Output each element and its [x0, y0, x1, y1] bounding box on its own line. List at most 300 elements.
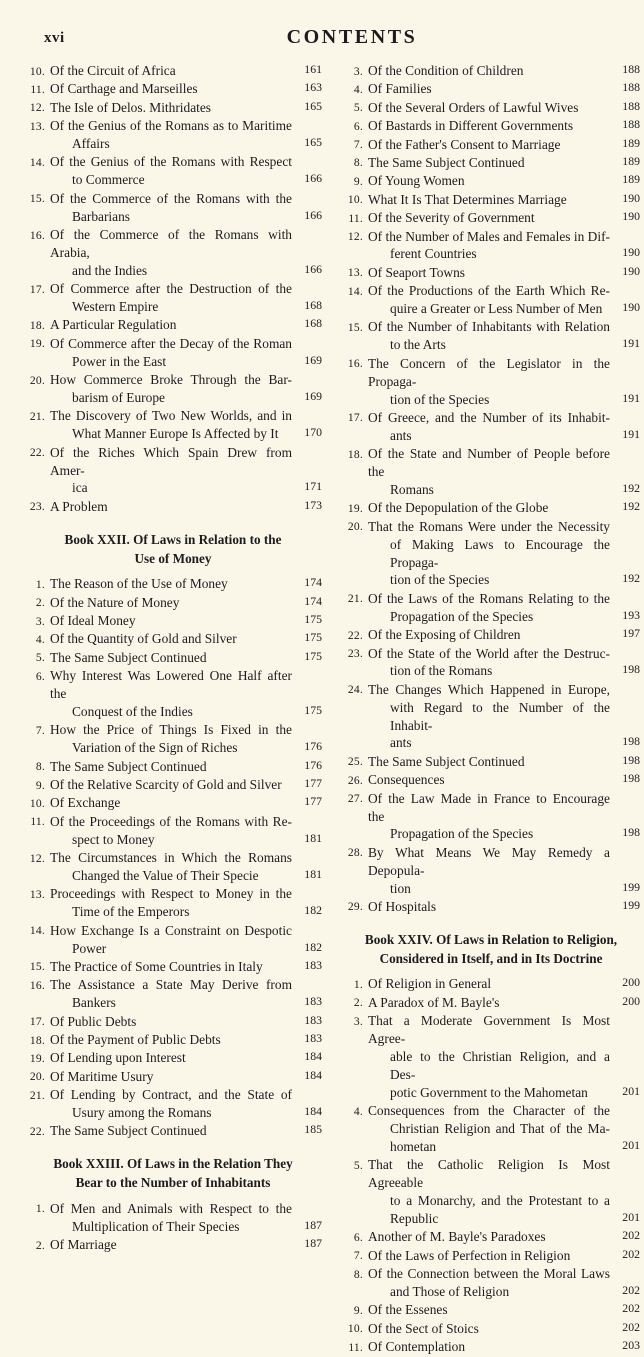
toc-entry-page: 202 [622, 1282, 640, 1297]
toc-entry-number: 4. [353, 1104, 363, 1118]
toc-entry[interactable] [342, 518, 640, 590]
toc-entry[interactable] [24, 958, 322, 976]
toc-entry-title-line: Of Seaport Towns 190 [368, 263, 640, 280]
toc-entry-number: 20. [347, 520, 363, 534]
toc-entry[interactable] [342, 844, 640, 898]
toc-entry-page: 199 [622, 879, 640, 894]
toc-entry-title-line: Affairs 165 [72, 135, 322, 152]
toc-entry-page: 168 [304, 316, 322, 331]
toc-entry[interactable] [342, 318, 640, 354]
toc-entry-title-wrap [368, 318, 640, 354]
toc-entry[interactable] [24, 1086, 322, 1122]
toc-entry-number: 3. [353, 64, 363, 78]
toc-entry-title-line: The Same Subject Continued 185 [50, 1122, 322, 1139]
toc-entry-page: 190 [622, 300, 640, 315]
toc-entry-number: 15. [347, 320, 363, 334]
toc-entry-page: 183 [304, 957, 322, 972]
toc-entry-title-wrap [50, 667, 322, 721]
toc-entry-title-line: with Regard to the Number of the Inhabit- [390, 699, 610, 733]
toc-entry-title-line: ferent Countries 190 [390, 245, 640, 262]
toc-entry-number: 5. [35, 651, 45, 665]
toc-entry-title-line: Of Families 188 [368, 80, 640, 97]
toc-entry-number: 2. [35, 596, 45, 610]
toc-entry-title-wrap [368, 191, 640, 209]
toc-entry-title-wrap [368, 355, 640, 409]
toc-entry[interactable] [24, 758, 322, 776]
toc-entry[interactable] [24, 721, 322, 757]
toc-entry-title-line: tion of the Species 191 [390, 390, 640, 407]
toc-entry-page: 170 [304, 425, 322, 440]
toc-entry-title-wrap [50, 630, 322, 648]
toc-entry-page: 189 [622, 153, 640, 168]
toc-entry[interactable] [24, 280, 322, 316]
toc-entry-title-wrap [368, 1228, 640, 1246]
toc-entry-title-line: Propagation of the Species 193 [390, 607, 640, 624]
toc-entry-title-line: Of the Payment of Public Debts 183 [50, 1031, 322, 1047]
toc-entry-title-line: A Particular Regulation 168 [50, 316, 322, 333]
toc-entry-title-wrap [50, 885, 322, 921]
toc-entry-title-wrap [50, 1122, 322, 1140]
toc-entry-page: 166 [304, 207, 322, 222]
toc-entry[interactable] [342, 117, 640, 135]
toc-entry-title-wrap [50, 758, 322, 776]
toc-entry[interactable] [24, 776, 322, 794]
toc-entry-title-wrap [50, 1068, 322, 1086]
toc-entry[interactable] [342, 409, 640, 445]
toc-entry-title-line: Of Greece, and the Number of its Inhabit- [368, 409, 610, 425]
toc-entry-title-wrap [368, 172, 640, 190]
toc-entry[interactable] [342, 355, 640, 409]
toc-entry-title-line: The Same Subject Continued 175 [50, 648, 322, 665]
toc-entry[interactable] [24, 594, 322, 612]
toc-entry-title-wrap [50, 849, 322, 885]
toc-entry-number: 17. [347, 411, 363, 425]
toc-entry[interactable] [24, 62, 322, 80]
toc-entry[interactable] [342, 228, 640, 264]
toc-entry-page: 189 [622, 172, 640, 187]
toc-entry-title-line: Of the Severity of Government 190 [368, 209, 640, 226]
toc-entry[interactable] [342, 445, 640, 499]
toc-entry-title-line: Of the Genius of the Romans as to Maritime [50, 118, 292, 134]
toc-entry-number: 17. [29, 282, 45, 296]
toc-entry[interactable] [342, 80, 640, 98]
toc-entry[interactable] [342, 771, 640, 789]
toc-entry-title-line: Of Lending upon Interest 184 [50, 1049, 322, 1066]
toc-entry-title-line: Of Young Women 189 [368, 172, 640, 189]
toc-entry[interactable] [342, 191, 640, 209]
toc-entry-title-wrap [368, 994, 640, 1012]
toc-entry-title-line: Of the Laws of Perfection in Religion 202 [368, 1246, 640, 1263]
toc-entry-page: 198 [622, 662, 640, 677]
toc-entry-title-line: Of the State and Number of People before the [368, 446, 610, 480]
toc-entry-title-line: Of the Productions of the Earth Which Re- [368, 283, 610, 299]
toc-entry-number: 7. [35, 723, 45, 737]
toc-entry-page: 192 [622, 571, 640, 586]
toc-entry-title-line: and Those of Religion 202 [390, 1282, 640, 1299]
toc-entry-title-wrap [368, 681, 640, 753]
toc-entry-title-wrap [50, 280, 322, 316]
page-header [24, 26, 620, 56]
toc-entry-title-wrap [50, 190, 322, 226]
toc-entry[interactable] [342, 172, 640, 190]
toc-entry-number: 11. [348, 211, 363, 225]
toc-entry-number: 4. [353, 82, 363, 96]
toc-entry-title-line: ants 191 [390, 426, 640, 443]
toc-entry-title-line: Power 182 [72, 939, 322, 956]
toc-entry[interactable] [24, 80, 322, 98]
toc-entry-title-line: Of Commerce after the Decay of the Roman [50, 335, 292, 351]
toc-entry-title-wrap [50, 1031, 322, 1049]
toc-entry-number: 9. [353, 1303, 363, 1317]
toc-entry-page: 177 [304, 776, 322, 791]
toc-entry-title-line: Of the Several Orders of Lawful Wives 188 [368, 98, 640, 115]
toc-entry-page: 161 [304, 62, 322, 76]
toc-entry-number: 22. [29, 1124, 45, 1138]
right-column [328, 62, 640, 1357]
toc-entry-title-line: tion 199 [390, 879, 640, 896]
toc-entry-title-wrap [368, 790, 640, 844]
toc-entry-page: 202 [622, 1246, 640, 1261]
toc-entry-title-wrap [50, 976, 322, 1012]
toc-entry-number: 11. [30, 815, 45, 829]
toc-entry-title-line: Of Contemplation 203 [368, 1338, 640, 1355]
toc-entry-page: 174 [304, 593, 322, 608]
toc-entry-title-line: Time of the Emperors 182 [72, 903, 322, 920]
toc-entry-number: 14. [347, 284, 363, 298]
toc-entry-title-wrap [368, 645, 640, 681]
toc-entry[interactable] [24, 976, 322, 1012]
toc-entry[interactable] [342, 1012, 640, 1101]
toc-entry-title-wrap [50, 316, 322, 334]
toc-entry-title-wrap [50, 776, 322, 794]
toc-entry[interactable] [24, 99, 322, 117]
toc-entry-title-wrap [368, 518, 640, 590]
toc-entry-title-line: Of the Commerce of the Romans with the [50, 190, 292, 206]
toc-entry-number: 29. [347, 900, 363, 914]
toc-entry[interactable] [24, 1049, 322, 1067]
toc-entry[interactable] [24, 649, 322, 667]
toc-entry[interactable] [342, 790, 640, 844]
toc-entry[interactable] [342, 1338, 640, 1356]
toc-entry[interactable] [24, 612, 322, 630]
toc-entry[interactable] [24, 190, 322, 226]
toc-entry-title-line: to Commerce 166 [72, 171, 322, 188]
toc-entry-title-line: Variation of the Sign of Riches 176 [72, 739, 322, 756]
toc-entry-title-line: Consequences 198 [368, 771, 640, 788]
toc-entry[interactable] [342, 62, 640, 80]
book-heading-xxii-line1: Book XXII. Of Laws in Relation to the [64, 531, 282, 547]
toc-entry-number: 21. [347, 592, 363, 606]
toc-entry-title-wrap [50, 226, 322, 280]
toc-entry-number: 24. [347, 683, 363, 697]
toc-entry[interactable] [342, 154, 640, 172]
toc-entry-title-wrap [50, 1236, 322, 1254]
toc-entry-title-line: The Concern of the Legislator in the Propaga- [368, 355, 610, 389]
toc-entry-title-wrap [368, 209, 640, 227]
toc-entry-number: 19. [29, 1051, 45, 1065]
toc-entry-title-line: Changed the Value of Their Specie 181 [72, 866, 322, 883]
toc-entry-title-line: Of Public Debts 183 [50, 1012, 322, 1029]
toc-entry-title-line: Propagation of the Species 198 [390, 825, 640, 842]
toc-entry-title-line: How the Price of Things Is Fixed in the [50, 722, 292, 738]
toc-entry-title-line: Of Marriage 187 [50, 1236, 322, 1253]
toc-entry-page: 192 [622, 480, 640, 495]
toc-entry-title-line: Christian Religion and That of the Ma- [390, 1120, 610, 1136]
toc-entry[interactable] [24, 407, 322, 443]
toc-entry[interactable] [24, 498, 322, 516]
toc-entry[interactable] [24, 117, 322, 153]
toc-entry-page: 183 [304, 994, 322, 1009]
toc-entry[interactable] [24, 226, 322, 280]
toc-entry-number: 15. [29, 192, 45, 206]
toc-entry-title-wrap [50, 444, 322, 498]
toc-entry[interactable] [24, 1013, 322, 1031]
toc-entry-number: 9. [353, 174, 363, 188]
toc-entry[interactable] [24, 1200, 322, 1236]
toc-entry-title-line: ants 198 [390, 734, 640, 751]
toc-entry[interactable] [342, 994, 640, 1012]
toc-entry-number: 17. [29, 1015, 45, 1029]
toc-entry-number: 16. [347, 357, 363, 371]
toc-entry-title-line: Of the Father's Consent to Marriage 189 [368, 135, 640, 152]
toc-entry-title-line: and the Indies 166 [72, 261, 322, 278]
toc-entry-number: 21. [29, 1088, 45, 1102]
toc-entry-number: 27. [347, 792, 363, 806]
toc-entry-number: 8. [35, 760, 45, 774]
toc-entry[interactable] [24, 849, 322, 885]
toc-entry-page: 200 [622, 975, 640, 990]
toc-entry-title-wrap [368, 282, 640, 318]
toc-entry-number: 8. [353, 156, 363, 170]
toc-entry-number: 7. [353, 138, 363, 152]
toc-entry[interactable] [24, 885, 322, 921]
toc-entry-number: 25. [347, 755, 363, 769]
toc-entry-title-line: The Practice of Some Countries in Italy 183 [50, 957, 322, 974]
toc-entry-title-line: Of the Connection between the Moral Laws [368, 1266, 610, 1282]
toc-entry-title-line: Of the Relative Scarcity of Gold and Silver 177 [50, 776, 322, 793]
toc-entry[interactable] [342, 645, 640, 681]
toc-entry-title-wrap [50, 922, 322, 958]
toc-entry-number: 11. [348, 1340, 363, 1354]
toc-entry-page: 188 [622, 80, 640, 95]
entries-book-xxi-cont [24, 62, 322, 516]
toc-entry-title-line: Of the Number of Males and Females in Dif- [368, 228, 610, 244]
toc-entry-number: 22. [29, 446, 45, 460]
toc-entry-title-wrap [50, 80, 322, 98]
toc-entry-title-line: The Assistance a State May Derive from [50, 977, 292, 993]
toc-entry-number: 5. [353, 101, 363, 115]
toc-entry-page: 197 [622, 626, 640, 641]
toc-entry[interactable] [24, 922, 322, 958]
toc-entry-number: 12. [347, 230, 363, 244]
toc-entry-number: 13. [29, 119, 45, 133]
toc-entry-title-wrap [50, 1200, 322, 1236]
toc-entry[interactable] [24, 1236, 322, 1254]
toc-entry[interactable] [342, 136, 640, 154]
toc-entry[interactable] [342, 1247, 640, 1265]
toc-entry-page: 175 [304, 630, 322, 645]
toc-entry[interactable] [342, 681, 640, 753]
toc-entry-page: 166 [304, 171, 322, 186]
toc-entry[interactable] [24, 794, 322, 812]
toc-entry-page: 168 [304, 298, 322, 313]
toc-entry[interactable] [342, 99, 640, 117]
toc-entry-title-wrap [368, 898, 640, 916]
toc-entry[interactable] [342, 1156, 640, 1228]
toc-entry-page: 201 [622, 1083, 640, 1098]
toc-entry-page: 190 [622, 245, 640, 260]
toc-entry[interactable] [342, 499, 640, 517]
toc-entry-title-line: The Isle of Delos. Mithridates 165 [50, 98, 322, 115]
toc-entry[interactable] [24, 335, 322, 371]
toc-entry-title-wrap [368, 409, 640, 445]
toc-entry-page: 188 [622, 98, 640, 113]
toc-entry-page: 173 [304, 497, 322, 512]
toc-entry-title-line: Multiplication of Their Species 187 [72, 1217, 322, 1234]
toc-entry-page: 203 [622, 1338, 640, 1353]
toc-entry-number: 10. [347, 193, 363, 207]
toc-entry-title-wrap [368, 1156, 640, 1228]
toc-entry[interactable] [24, 316, 322, 334]
toc-entry-page: 190 [622, 190, 640, 205]
toc-entry-title-line: The Circumstances in Which the Romans [50, 850, 292, 866]
toc-entry-title-line: Of the Law Made in France to Encourage the [368, 790, 610, 824]
toc-entry-number: 3. [353, 1014, 363, 1028]
toc-entry-number: 12. [29, 101, 45, 115]
toc-entry-page: 191 [622, 390, 640, 405]
toc-entry-title-wrap [368, 753, 640, 771]
toc-entry-page: 174 [304, 575, 322, 590]
toc-entry-number: 6. [353, 119, 363, 133]
toc-entry[interactable] [342, 1102, 640, 1156]
toc-entry-number: 16. [29, 978, 45, 992]
book-heading-xxiii-line2: Bear to the Number of Inhabitants [75, 1175, 271, 1191]
toc-entry-title-line: Of the Genius of the Romans with Respect [50, 154, 292, 170]
toc-entry-number: 11. [30, 82, 45, 96]
toc-entry[interactable] [24, 575, 322, 593]
toc-entry-page: 176 [304, 739, 322, 754]
toc-entry-page: 202 [622, 1228, 640, 1243]
toc-entry[interactable] [24, 1031, 322, 1049]
toc-entry[interactable] [24, 813, 322, 849]
toc-entry-title-line: Of the Commerce of the Romans with Arabia, [50, 227, 292, 260]
toc-entry-title-wrap [368, 1338, 640, 1356]
toc-entry-title-line: Of the State of the World after the Destruc- [368, 645, 610, 661]
toc-entry-page: 202 [622, 1319, 640, 1334]
page-title: CONTENTS [286, 26, 418, 48]
toc-entry-number: 20. [29, 1070, 45, 1084]
toc-entry-number: 12. [29, 851, 45, 865]
toc-entry-number: 23. [347, 647, 363, 660]
toc-entry-page: 181 [304, 866, 322, 881]
toc-entry-title-line: The Changes Which Happened in Europe, [368, 681, 610, 697]
toc-entry[interactable] [24, 667, 322, 721]
toc-entry-title-wrap [368, 626, 640, 644]
toc-entry-page: 185 [304, 1122, 322, 1137]
toc-entry-page: 183 [304, 1031, 322, 1045]
toc-entry[interactable] [342, 209, 640, 227]
toc-entry-title-wrap [50, 62, 322, 80]
toc-entry-page: 177 [304, 794, 322, 809]
toc-entry[interactable] [342, 590, 640, 626]
toc-entry-title-line: barism of Europe 169 [72, 389, 322, 406]
toc-entry-number: 8. [353, 1267, 363, 1281]
toc-entry-number: 19. [29, 337, 45, 351]
toc-entry-title-wrap [50, 117, 322, 153]
toc-entry[interactable] [342, 626, 640, 644]
toc-entry[interactable] [342, 264, 640, 282]
toc-entry[interactable] [342, 1265, 640, 1301]
toc-entry-title-line: The Same Subject Continued 198 [368, 752, 640, 769]
toc-entry-title-wrap [50, 371, 322, 407]
contents-columns [24, 62, 640, 1357]
toc-entry-page: 198 [622, 752, 640, 767]
entries-book-xxiii-cont [342, 62, 640, 916]
toc-entry-page: 189 [622, 135, 640, 150]
toc-entry[interactable] [24, 153, 322, 189]
toc-entry[interactable] [342, 975, 640, 993]
toc-entry-title-line: Republic 201 [390, 1209, 640, 1226]
toc-entry-title-line: Of the Quantity of Gold and Silver 175 [50, 630, 322, 647]
toc-entry-number: 19. [347, 501, 363, 515]
book-heading-xxiii-line1: Book XXIII. Of Laws in the Relation They [53, 1156, 293, 1172]
toc-entry-title-line: Barbarians 166 [72, 207, 322, 224]
toc-entry-title-line: Of the Essenes 202 [368, 1301, 640, 1318]
toc-entry-title-line: Of Maritime Usury 184 [50, 1067, 322, 1084]
toc-entry-title-wrap [368, 844, 640, 898]
toc-entry-page: 190 [622, 263, 640, 278]
toc-entry-title-wrap [368, 499, 640, 517]
toc-entry-page: 169 [304, 352, 322, 367]
toc-entry-title-wrap [368, 590, 640, 626]
toc-entry-title-line: Of Ideal Money 175 [50, 612, 322, 629]
toc-entry-page: 175 [304, 612, 322, 627]
toc-entry[interactable] [342, 282, 640, 318]
toc-entry-page: 191 [622, 336, 640, 351]
toc-entry-title-wrap [368, 80, 640, 98]
toc-entry[interactable] [24, 444, 322, 498]
toc-entry-title-wrap [368, 1102, 640, 1156]
toc-entry-title-wrap [50, 1086, 322, 1122]
toc-entry-title-wrap [50, 794, 322, 812]
toc-entry[interactable] [24, 630, 322, 648]
toc-entry-title-line: Of Hospitals 199 [368, 897, 640, 914]
toc-entry[interactable] [24, 371, 322, 407]
toc-entry-page: 200 [622, 993, 640, 1008]
toc-entry[interactable] [342, 1301, 640, 1319]
toc-entry[interactable] [342, 898, 640, 916]
toc-entry[interactable] [342, 753, 640, 771]
toc-entry-page: 199 [622, 897, 640, 912]
toc-entry[interactable] [24, 1068, 322, 1086]
toc-entry-number: 10. [29, 64, 45, 78]
toc-entry-title-line: to the Arts 191 [390, 336, 640, 353]
toc-entry-title-wrap [368, 99, 640, 117]
toc-entry-number: 3. [35, 614, 45, 628]
toc-entry-title-line: Romans 192 [390, 480, 640, 497]
toc-entry-title-line: How Exchange Is a Constraint on Despotic [50, 922, 292, 938]
toc-entry-title-wrap [50, 721, 322, 757]
toc-entry[interactable] [342, 1320, 640, 1338]
toc-entry-title-line: Of the Sect of Stoics 202 [368, 1319, 640, 1336]
toc-entry-title-line: Why Interest Was Lowered One Half after the [50, 668, 292, 702]
toc-entry-number: 14. [29, 924, 45, 938]
toc-entry-title-wrap [50, 594, 322, 612]
toc-entry-title-line: A Paradox of M. Bayle's 200 [368, 993, 640, 1010]
toc-entry-number: 18. [347, 447, 363, 461]
toc-entry[interactable] [24, 1122, 322, 1140]
toc-entry[interactable] [342, 1228, 640, 1246]
